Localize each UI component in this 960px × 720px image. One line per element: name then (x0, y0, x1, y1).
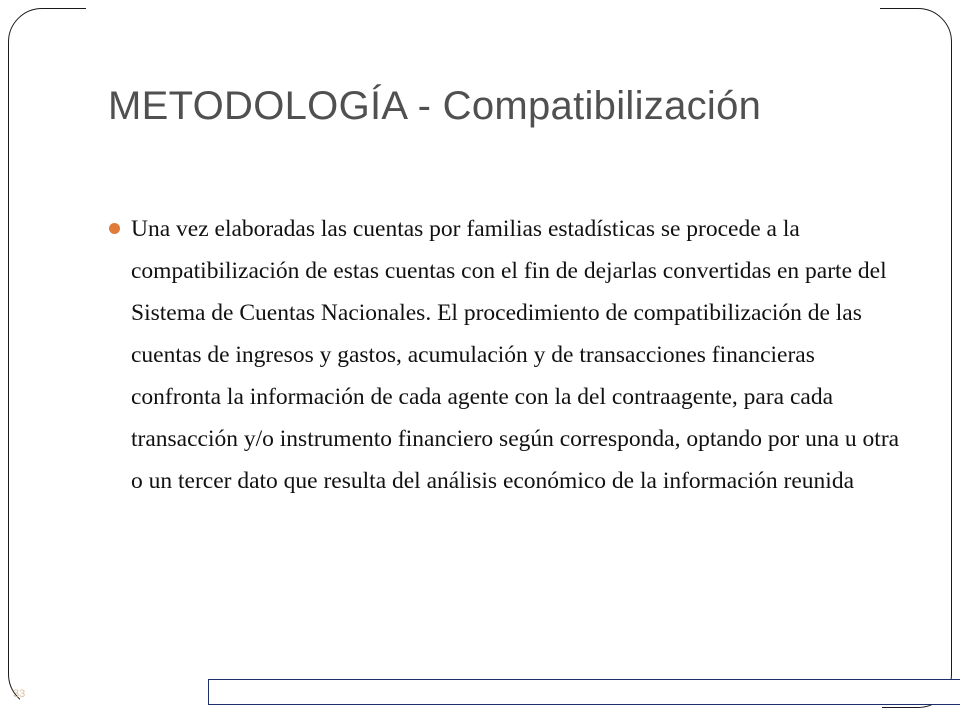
slide-number: 33 (13, 688, 26, 700)
bullet-icon (109, 223, 120, 234)
bullet-text: Una vez elaboradas las cuentas por familias estadísticas se procede a la compatibilización de estas cuentas con el fin de dejarlas convertidas en parte del Sistema de Cuentas Nacionales. El procedimiento de compatibilización de las cuentas de ingresos y gastos, acumulación y de transacciones financieras confronta la información de cada agente con la del contraagente, para cada transacción y/o instrumento financiero según corresponda, optando por una u otra o un tercer dato que resulta del análisis económico de la información reunida (131, 216, 900, 494)
frame-gap-top (86, 0, 880, 14)
slide-title: METODOLOGÍA - Compatibilización (108, 84, 762, 128)
footer-box (208, 679, 960, 705)
